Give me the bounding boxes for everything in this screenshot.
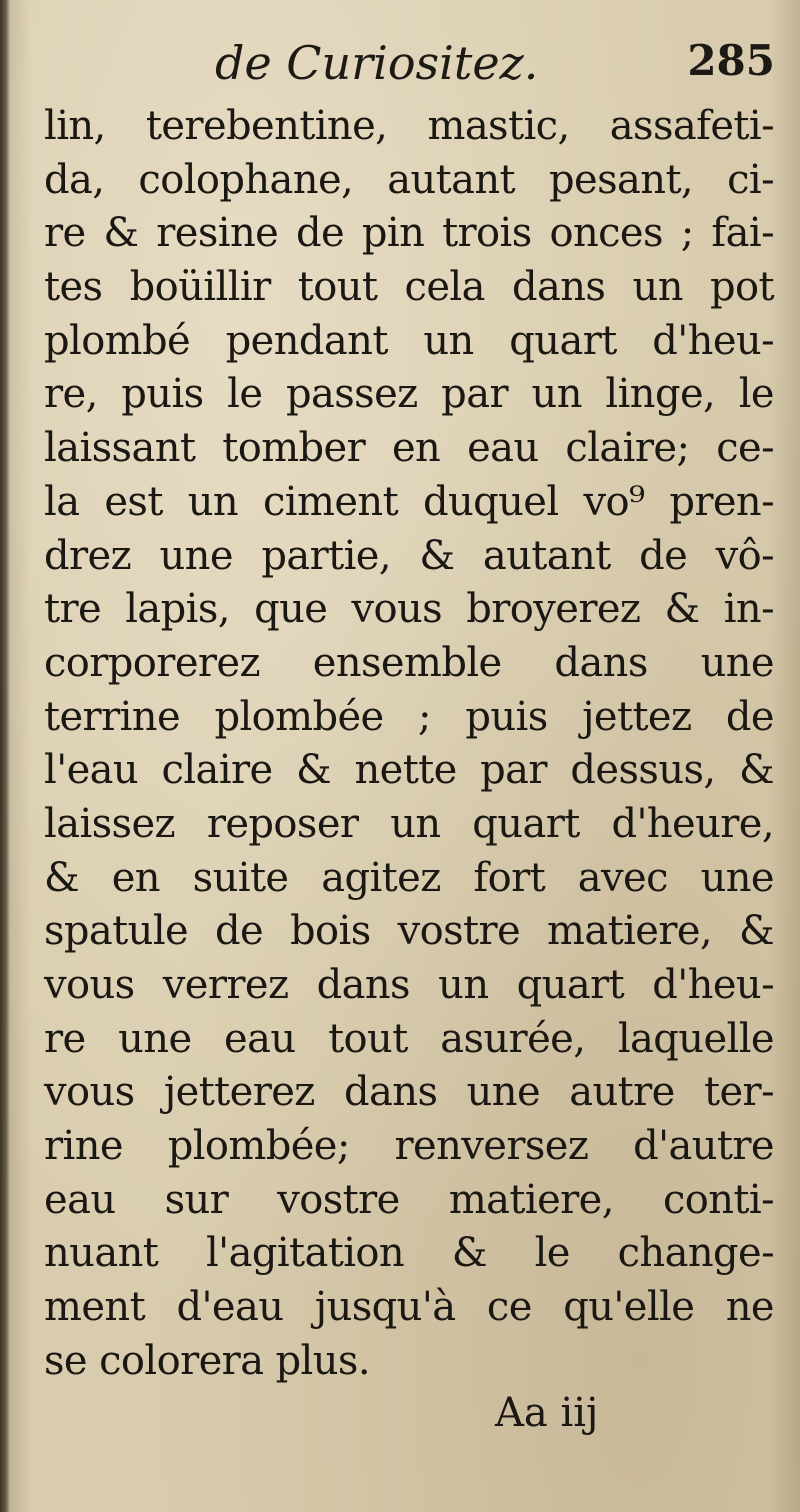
- running-title: de Curiositez.: [215, 36, 539, 90]
- page-header: [215, 36, 775, 96]
- text-line: corporerez ensemble dans une: [44, 639, 774, 686]
- text-line: tre lapis, que vous broyerez & in-: [44, 586, 774, 633]
- text-line: tes boüillir tout cela dans un pot: [44, 264, 774, 311]
- text-line: terrine plombée ; puis jettez de: [44, 693, 774, 740]
- text-line: vous jetterez dans une autre ter-: [44, 1069, 774, 1116]
- text-line: laissant tomber en eau claire; ce-: [44, 425, 774, 472]
- text-line: laissez reposer un quart d'heure,: [44, 800, 774, 847]
- text-line: spatule de bois vostre matiere, &: [44, 908, 774, 955]
- text-line: nuant l'agitation & le change-: [44, 1230, 774, 1277]
- text-line: eau sur vostre matiere, conti-: [44, 1176, 774, 1223]
- text-line: re, puis le passez par un linge, le: [44, 371, 774, 418]
- page-gutter-shadow: [0, 0, 10, 1512]
- text-line: vous verrez dans un quart d'heu-: [44, 962, 774, 1008]
- page-number: 285: [687, 36, 775, 85]
- text-line: se colorera plus.: [44, 1337, 370, 1384]
- text-line: rine plombée; renversez d'autre: [44, 1123, 774, 1170]
- text-line: l'eau claire & nette par dessus, &: [44, 747, 774, 794]
- text-line: & en suite agitez fort avec une: [44, 854, 774, 901]
- text-line: re & resine de pin trois onces ; fai-: [44, 210, 774, 257]
- body-text: [44, 100, 774, 1389]
- text-line: drez une partie, & autant de vô-: [44, 532, 774, 579]
- text-line: lin, terebentine, mastic, assafeti-: [44, 103, 774, 149]
- text-line: la est un ciment duquel vo⁹ pren-: [44, 478, 774, 525]
- text-line: plombé pendant un quart d'heu-: [44, 317, 774, 364]
- signature-mark: Aa iij: [495, 1390, 599, 1436]
- text-line: ment d'eau jusqu'à ce qu'elle ne: [44, 1284, 774, 1331]
- text-line: re une eau tout asurée, laquelle: [44, 1015, 774, 1062]
- text-line: da, colophane, autant pesant, ci-: [44, 156, 774, 203]
